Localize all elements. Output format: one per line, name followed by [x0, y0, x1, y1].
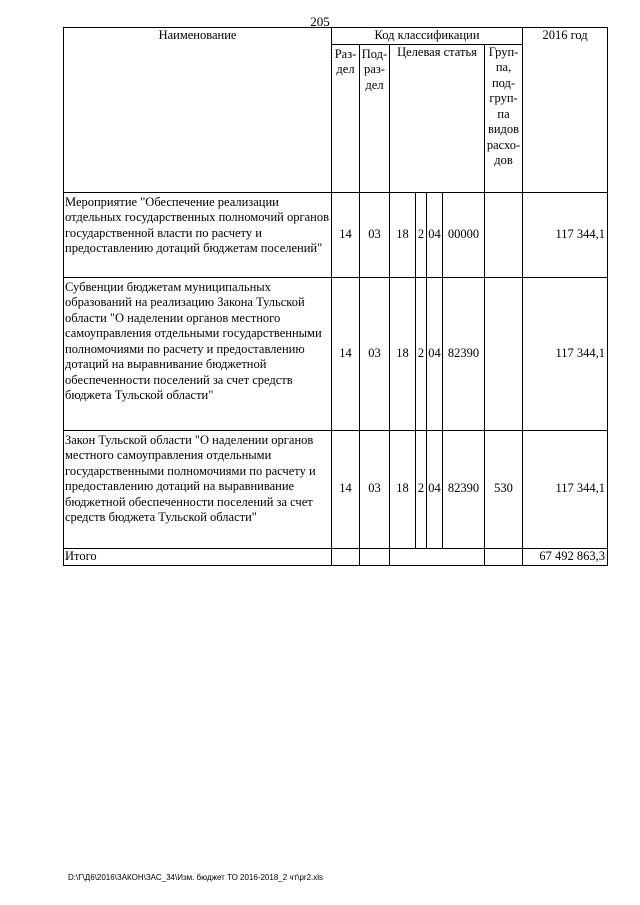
row-target-subprogram: 2: [416, 430, 427, 548]
row-name: Закон Тульской области "О наделении органов местного самоуправления отдельными государственными полномочиями по расчету и предоставлению дотаций на выравнивание бюджетной обеспеченности поселений за счет средств бюджета Тульской области": [64, 430, 332, 548]
total-empty-cell: [360, 548, 390, 565]
file-path-footer: D:\Г\Д6\2016\ЗАКОН\ЗАС_34\Изм. бюджет ТО 2016-2018_2 чт\pr2.xls: [68, 873, 324, 882]
header-year: 2016 год: [523, 28, 608, 193]
row-expense-group: [485, 192, 523, 277]
header-section: Раз-дел: [332, 44, 360, 192]
row-expense-group: 530: [485, 430, 523, 548]
row-target-direction: 82390: [443, 277, 485, 430]
row-subsection: 03: [360, 430, 390, 548]
total-amount: 67 492 863,3: [523, 548, 608, 565]
row-target-program: 18: [390, 192, 416, 277]
row-target-program: 18: [390, 430, 416, 548]
row-target-direction: 82390: [443, 430, 485, 548]
header-subsection: Под-раз-дел: [360, 44, 390, 192]
total-empty-cell: [332, 548, 360, 565]
page-number: 205: [310, 14, 330, 29]
header-row-1: [64, 28, 608, 45]
row-amount: 117 344,1: [523, 192, 608, 277]
row-section: 14: [332, 430, 360, 548]
row-target-event: 04: [427, 277, 443, 430]
budget-table: [63, 27, 608, 566]
row-subsection: 03: [360, 277, 390, 430]
row-expense-group: [485, 277, 523, 430]
row-name: Субвенции бюджетам муниципальных образований на реализацию Закона Тульской области "О наделении органов местного самоуправления отдельными государственными полномочиями по расчету и предоставлению дотаций на выравнивание бюджетной обеспеченности поселений за счет средств бюджета Тульской области": [64, 277, 332, 430]
row-name: Мероприятие "Обеспечение реализации отдельных государственных полномочий органов государственной власти по расчету и предоставлению дотаций бюджетам поселений": [64, 192, 332, 277]
table-row: [64, 430, 608, 548]
row-amount: 117 344,1: [523, 430, 608, 548]
header-code-group: Код классификации: [332, 28, 523, 45]
total-empty-cell: [485, 548, 523, 565]
row-section: 14: [332, 192, 360, 277]
row-target-direction: 00000: [443, 192, 485, 277]
row-target-program: 18: [390, 277, 416, 430]
header-name: Наименование: [64, 28, 332, 193]
row-section: 14: [332, 277, 360, 430]
row-amount: 117 344,1: [523, 277, 608, 430]
row-target-subprogram: 2: [416, 277, 427, 430]
row-subsection: 03: [360, 192, 390, 277]
row-target-subprogram: 2: [416, 192, 427, 277]
header-target: Целевая статья: [390, 44, 485, 192]
header-expense-group: Груп-па, под-груп-па видов расхо-дов: [485, 44, 523, 192]
total-row: [64, 548, 608, 565]
table-row: [64, 277, 608, 430]
row-target-event: 04: [427, 192, 443, 277]
table-row: [64, 192, 608, 277]
row-target-event: 04: [427, 430, 443, 548]
total-empty-cell: [390, 548, 485, 565]
total-label: Итого: [64, 548, 332, 565]
